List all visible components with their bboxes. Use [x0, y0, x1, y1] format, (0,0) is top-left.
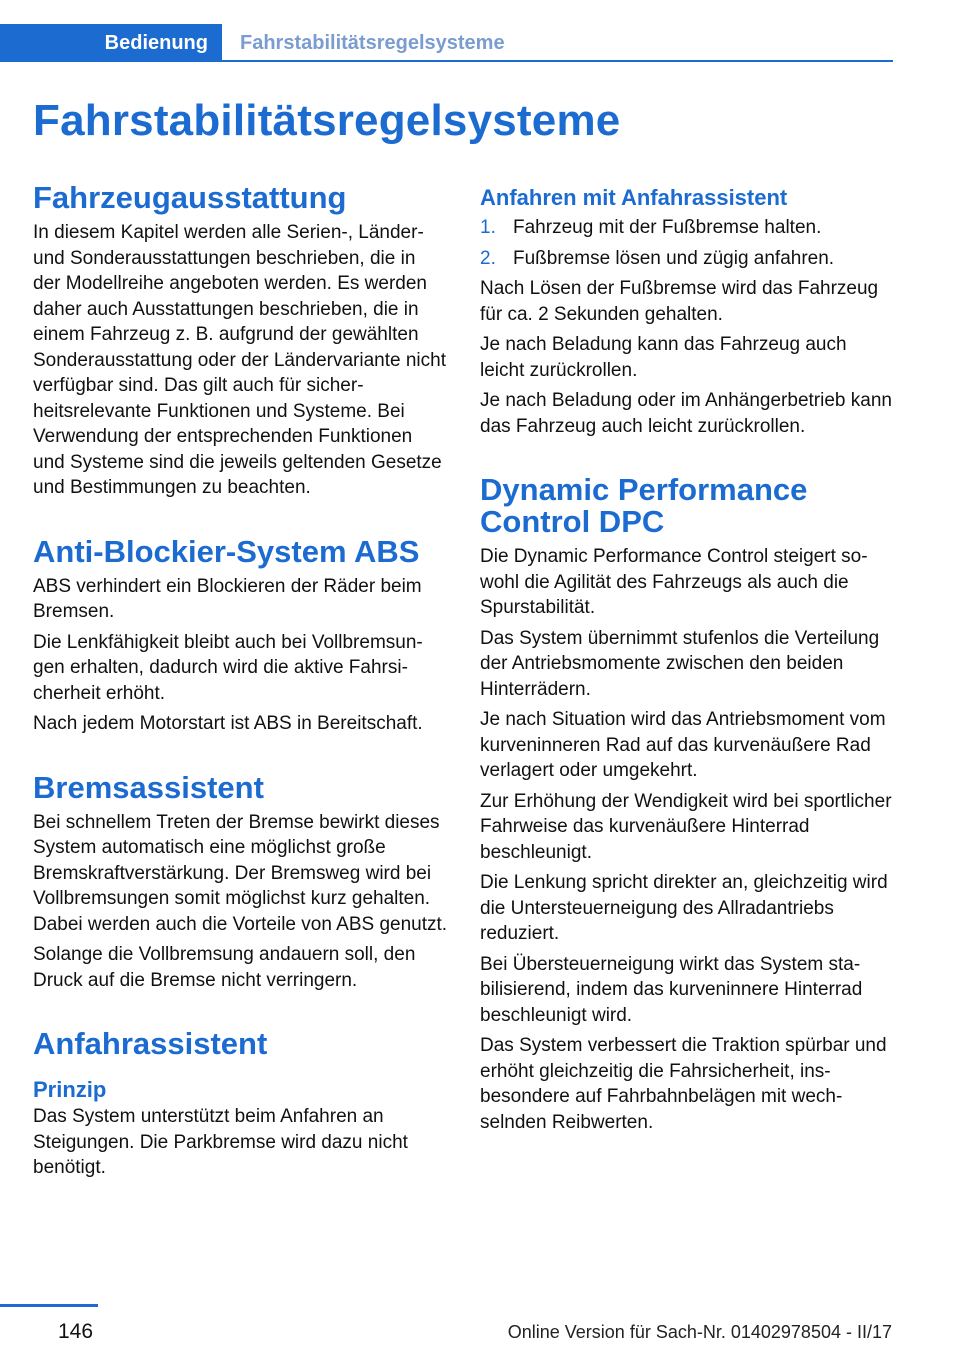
paragraph: Das System unterstützt beim Anfahren an Steigungen. Die Parkbremse wird dazu nicht benötigt. [33, 1106, 408, 1178]
page-title: Fahrstabilitätsregelsysteme [33, 96, 621, 145]
heading-anfahrassistent: Anfahrassistent [33, 1026, 268, 1061]
paragraph: Je nach Situation wird das Antriebsmoment vom kurveninneren Rad auf das kurvenäußere Rad verlagert oder umgekehrt. [480, 709, 886, 781]
step-text: Fahrzeug mit der Fußbremse halten. [513, 217, 822, 238]
paragraph: Nach jedem Motorstart ist ABS in Bereitschaft. [33, 713, 423, 734]
paragraph: Je nach Beladung kann das Fahrzeug auch leicht zurückrollen. [480, 334, 847, 381]
paragraph: Solange die Vollbremsung andauern soll, den Druck auf die Bremse nicht verringern. [33, 944, 416, 991]
list-item [480, 215, 895, 241]
step-number: 2. [480, 247, 496, 269]
online-version-note: Online Version für Sach-Nr. 01402978504 - II/17 [507, 1322, 892, 1342]
paragraph: Bei schnellem Treten der Bremse bewirkt dieses System automatisch eine möglichst große Bremskraftverstärkung. Der Bremsweg wird bei Vollbremsungen somit möglichst kurz gehalten. Dabei werden auch die Vorteile von ABS genutzt. [33, 811, 448, 935]
paragraph: Nach Lösen der Fußbremse wird das Fahrzeug für ca. 2 Sekunden gehalten. [480, 278, 879, 325]
paragraph: ABS verhindert ein Blockieren der Räder beim Bremsen. [33, 575, 422, 622]
steps-list [480, 215, 895, 271]
heading-fahrzeugausstattung: Fahrzeugausstattung [33, 180, 347, 215]
footer-divider [0, 1304, 98, 1307]
page-number: 146 [58, 1320, 94, 1343]
paragraph: Je nach Beladung oder im Anhängerbetrieb kann das Fahrzeug auch leicht zurückrollen. [480, 390, 892, 437]
right-column [480, 182, 895, 1140]
paragraph: Bei Übersteuerneigung wirkt das System stabilisierend, indem das kurveninnere Hinterrad beschleunigt wird. [480, 953, 863, 1026]
heading-abs: Anti-Blockier-System ABS [33, 533, 420, 569]
paragraph: Das System verbessert die Traktion spürbar und erhöht gleichzeitig die Fahrsicherheit, insbesondere auf Fahrbahnbelägen mit wechselnden Reibwerten. [480, 1035, 887, 1133]
subheading-prinzip: Prinzip [33, 1077, 107, 1102]
left-column [33, 182, 448, 1186]
paragraph: Die Lenkung spricht direkter an, gleichzeitig wird die Untersteuerneigung des Allradantriebs reduziert. [480, 872, 888, 944]
heading-bremsassistent: Bremsassistent [33, 769, 264, 805]
step-text: Fußbremse lösen und zügig anfahren. [513, 247, 835, 269]
paragraph: Das System übernimmt stufenlos die Verteilung der Antriebsmomente zwischen den beiden Hinterrädern. [480, 627, 880, 700]
list-item [480, 246, 895, 272]
subheading-anfahren: Anfahren mit Anfahrassistent [480, 185, 788, 210]
section-tab[interactable]: Bedienung [0, 24, 222, 62]
chapter-tab[interactable]: Fahrstabilitätsregelsysteme [240, 31, 505, 54]
step-number: 1. [480, 217, 496, 238]
heading-dpc: Dynamic Performance Control DPC [480, 472, 808, 539]
header-divider [0, 60, 893, 62]
paragraph: Zur Erhöhung der Wendigkeit wird bei sportlicher Fahrweise das kurvenäußere Hinterrad beschleunigt. [480, 790, 892, 863]
paragraph: Die Lenkfähigkeit bleibt auch bei Vollbremsungen erhalten, dadurch wird die aktive Fahrsicherheit erhöht. [33, 631, 423, 704]
paragraph: In diesem Kapitel werden alle Serien-, Länder- und Sonderausstattungen beschrieben, die in der Modellreihe angeboten werden. Es werden daher auch Ausstattungen beschrieben, die in einem Fahrzeug z. B. aufgrund der gewählten Sonderausstattung oder der Ländervariante nicht verfügbar sind. Das gilt auch für sicherheitsrelevante Funktionen und Systeme. Bei Verwendung der entsprechenden Funktionen und Systeme sind die jeweils geltenden Gesetze und Bestimmungen zu beachten. [33, 222, 446, 498]
header-bar [0, 0, 960, 62]
paragraph: Die Dynamic Performance Control steigert sowohl die Agilität des Fahrzeugs als auch die Spurstabilität. [480, 546, 868, 618]
